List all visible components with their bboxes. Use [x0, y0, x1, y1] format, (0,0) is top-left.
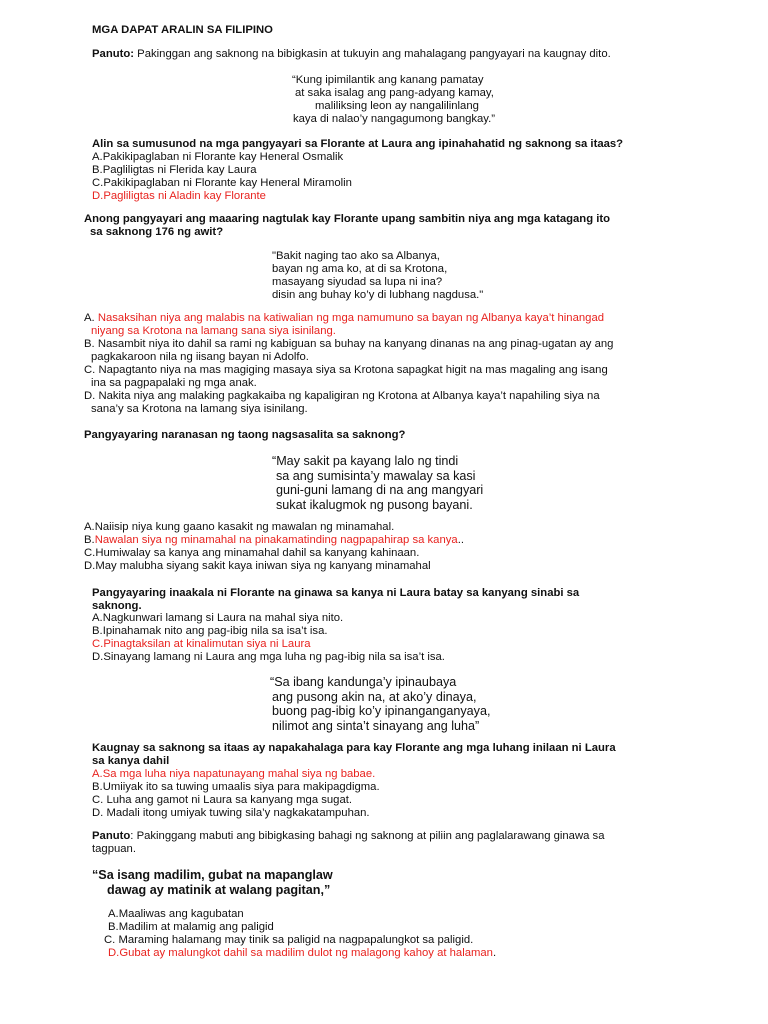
option-b-answer[interactable]	[84, 534, 464, 547]
option-text-cont: niyang sa Krotona na lamang sana siya isinilang.	[91, 325, 336, 337]
option-text: Pagliligtas ni Aladin kay Florante	[103, 190, 266, 202]
option-text: Pinagtaksilan at kinalimutan siya ni Laura	[103, 638, 311, 650]
option-letter: B.	[84, 534, 95, 546]
option-b[interactable]	[92, 164, 352, 177]
poem-line: bayan ng ama ko, at di sa Krotona,	[272, 263, 448, 275]
poem-2	[272, 250, 483, 302]
instruction-2	[92, 830, 604, 856]
option-letter: C.	[92, 794, 104, 806]
question-3: Pangyayaring naranasan ng taong nagsasalita sa saknong?	[84, 429, 406, 441]
option-letter: A.	[108, 908, 119, 920]
instruction-label: Panuto:	[92, 48, 135, 60]
question-line: saknong.	[92, 600, 142, 612]
poem-line: maliliksing leon ay nangalilinlang	[315, 100, 479, 112]
poem-line: “May sakit pa kayang lalo ng tindi	[272, 454, 459, 468]
poem-line: “Sa ibang kandunga’y ipinaubaya	[270, 675, 457, 689]
question-2-options	[84, 312, 680, 416]
question-3-options	[84, 521, 464, 573]
question-4	[92, 587, 579, 613]
option-letter: D.	[92, 807, 104, 819]
question-1: Alin sa sumusunod na mga pangyayari sa Florante at Laura ang ipinahahatid ng saknong sa itaas?	[92, 138, 624, 150]
option-a[interactable]	[92, 612, 445, 625]
option-text: May malubha siyang sakit kaya iniwan siya ng kanyang minamahal	[95, 560, 431, 572]
option-text: Napagtanto niya na mas magiging masaya siya sa Krotona sapagkat higit na mas magaling ang isang	[98, 364, 608, 376]
option-letter: D.	[92, 190, 104, 202]
option-letter: B.	[84, 338, 95, 350]
option-letter: A.	[92, 768, 103, 780]
option-letter: D.	[84, 560, 96, 572]
option-text: Pagliligtas ni Flerida kay Laura	[102, 164, 257, 176]
option-d-answer[interactable]	[92, 190, 352, 203]
option-d[interactable]	[92, 651, 445, 664]
document-title: MGA DAPAT ARALIN SA FILIPINO	[92, 24, 273, 36]
option-text: Nagkunwari lamang si Laura na mahal siya nito.	[102, 612, 344, 624]
poem-line: “Kung ipimilantik ang kanang pamatay	[292, 74, 484, 86]
question-line: sa kanya dahil	[92, 755, 170, 767]
poem-line: kaya di nalao’y nangagumong bangkay.”	[293, 113, 496, 125]
question-1-options	[92, 151, 352, 203]
instruction-label: Panuto	[92, 830, 131, 842]
poem-3	[272, 454, 483, 512]
option-text-cont: sana’y sa Krotona na lamang siya isinilang.	[91, 403, 308, 415]
option-a[interactable]	[92, 151, 352, 164]
poem-line: buong pag-ibig ko’y ipinanganganyaya,	[272, 704, 491, 718]
option-a-answer[interactable]	[84, 312, 680, 338]
option-d[interactable]	[84, 390, 680, 416]
option-a-answer[interactable]	[92, 768, 380, 781]
question-6-options	[104, 908, 496, 960]
option-letter: C.	[84, 547, 96, 559]
option-text: Nakita niya ang malaking pagkakaiba ng kapaligiran ng Krotona at Albanya kaya’t napahiling siya na	[98, 390, 600, 402]
option-letter: A.	[84, 312, 95, 324]
option-a[interactable]	[84, 521, 464, 534]
option-text: Umiiyak ito sa tuwing umaalis siya para makipagdigma.	[102, 781, 380, 793]
poem-line: sa ang sumisinta’y mawalay sa kasi	[276, 468, 476, 483]
question-line: Anong pangyayari ang maaaring nagtulak kay Florante upang sambitin niya ang mga katagang ito	[84, 213, 611, 225]
poem-line: nilimot ang sinta’t sinayang ang luha”	[272, 718, 480, 733]
option-text: Madilim at malamig ang paligid	[118, 921, 274, 933]
option-text: Humiwalay sa kanya ang minamahal dahil sa kanyang kahinaan.	[95, 547, 420, 559]
option-c[interactable]	[92, 177, 352, 190]
option-text: Nawalan siya ng minamahal na pinakamatinding nagpapahirap sa kanya	[94, 534, 458, 546]
option-letter: B.	[92, 625, 103, 637]
poem-line: sukat ikalugmok ng pusong bayani.	[276, 497, 473, 512]
poem-line: masayang siyudad sa lupa ni ina?	[272, 276, 443, 288]
instruction-1	[92, 48, 611, 61]
instruction-text: : Pakinggang mabuti ang bibigkasing bahagi ng saknong at piliin ang paglalarawang ginawa sa	[130, 830, 605, 842]
question-4-options	[92, 612, 445, 664]
option-text: Gubat ay malungkot dahil sa madilim dulot ng malagong kahoy at halaman	[119, 947, 493, 959]
option-d[interactable]	[84, 560, 464, 573]
question-5-options	[92, 768, 380, 820]
option-letter: B.	[92, 781, 103, 793]
question-line: Pangyayaring inaakala ni Florante na ginawa sa kanya ni Laura batay sa kanyang sinabi sa	[92, 587, 580, 599]
option-text-cont: pagkakaroon nila ng iisang bayan ni Adolfo.	[91, 351, 309, 363]
question-5	[92, 742, 616, 768]
option-b[interactable]	[104, 921, 496, 934]
option-text: Ipinahamak nito ang pag-ibig nila sa isa’t isa.	[102, 625, 328, 637]
option-text: Sa mga luha niya napatunayang mahal siya ng babae.	[102, 768, 376, 780]
option-d[interactable]	[92, 807, 380, 820]
option-d-answer[interactable]	[104, 947, 496, 960]
instruction-text-cont: tagpuan.	[92, 843, 136, 855]
option-text: Madali itong umiyak tuwing sila’y nagkakatampuhan.	[106, 807, 370, 819]
option-text: Pakikipaglaban ni Florante kay Heneral Osmalik	[102, 151, 344, 163]
poem-line: at saka isalag ang pang-adyang kamay,	[295, 87, 494, 99]
option-c[interactable]	[84, 364, 680, 390]
option-c-answer[interactable]	[92, 638, 445, 651]
option-letter: C.	[92, 177, 104, 189]
option-letter: A.	[92, 612, 103, 624]
option-b[interactable]	[92, 625, 445, 638]
option-text: Naiisip niya kung gaano kasakit ng mawalan ng minamahal.	[94, 521, 395, 533]
poem-line: "Bakit naging tao ako sa Albanya,	[272, 250, 440, 262]
question-2	[84, 213, 610, 239]
option-text: Nasaksihan niya ang malabis na katiwalian ng mga namumuno sa bayan ng Albanya kaya’t hinangad	[97, 312, 605, 324]
instruction-text: Pakinggan ang saknong na bibigkasin at tukuyin ang mahalagang pangyayari na kaugnay dito.	[134, 48, 611, 60]
poem-1	[290, 74, 530, 126]
poem-line: dawag ay matinik at walang pagitan,”	[107, 883, 331, 897]
poem-line: “Sa isang madilim, gubat na mapanglaw	[92, 868, 333, 882]
option-b[interactable]	[92, 781, 380, 794]
poem-line: ang pusong akin na, at ako’y dinaya,	[272, 689, 477, 704]
option-tail: .	[492, 947, 497, 959]
option-text: Maaliwas ang kagubatan	[118, 908, 244, 920]
option-text: Pakikipaglaban ni Florante kay Heneral Miramolin	[103, 177, 352, 189]
question-line: sa saknong 176 ng awit?	[90, 226, 224, 238]
option-c[interactable]	[104, 934, 496, 947]
question-line: Kaugnay sa saknong sa itaas ay napakahalaga para kay Florante ang mga luhang inilaan ni Laura	[92, 742, 616, 754]
option-letter: B.	[92, 164, 103, 176]
option-letter: C.	[92, 638, 104, 650]
poem-4	[270, 675, 490, 733]
option-text: Sinayang lamang ni Laura ang mga luha ng pag-ibig nila sa isa’t isa.	[103, 651, 445, 663]
option-text: Maraming halamang may tinik sa paligid na nagpapalungkot sa paligid.	[118, 934, 474, 946]
option-letter: D.	[92, 651, 104, 663]
option-text: Luha ang gamot ni Laura sa kanyang mga sugat.	[106, 794, 353, 806]
option-letter: D.	[84, 390, 96, 402]
poem-line: disin ang buhay ko’y di lubhang nagdusa."	[272, 289, 484, 301]
option-c[interactable]	[92, 794, 380, 807]
option-letter: C.	[104, 934, 116, 946]
option-tail: ..	[457, 534, 464, 546]
option-c[interactable]	[84, 547, 464, 560]
option-a[interactable]	[104, 908, 496, 921]
option-letter: B.	[108, 921, 119, 933]
poem-5	[92, 868, 333, 898]
option-letter: D.	[108, 947, 120, 959]
option-text-cont: ina sa pagpapalaki ng mga anak.	[91, 377, 257, 389]
option-letter: C.	[84, 364, 96, 376]
option-letter: A.	[84, 521, 95, 533]
option-letter: A.	[92, 151, 103, 163]
option-text: Nasambit niya ito dahil sa rami ng kabiguan sa buhay na kanyang dinanas na ang pinag-ugatan ay ang	[97, 338, 614, 350]
poem-line: guni-guni lamang di na ang mangyari	[276, 483, 484, 497]
option-b[interactable]	[84, 338, 680, 364]
